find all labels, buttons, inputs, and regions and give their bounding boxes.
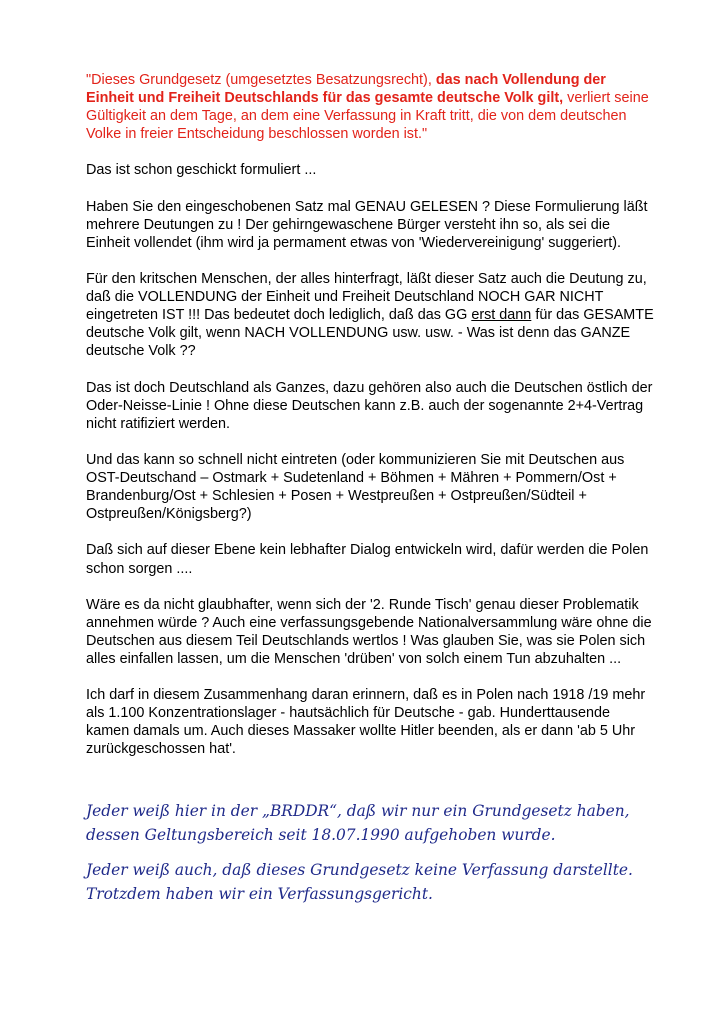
quote-part-2: verliert seine Gültigkeit an dem Tage, an dem eine Verfassung in Kraft tritt, die von dem deutschen Volke in freier Entscheidung beschlossen worden ist." [86,90,649,143]
paragraph-5: Und das kann so schnell nicht eintreten (oder kommunizieren Sie mit Deutschen aus OST-Deutschand – Ostmark + Sudetenland + Böhmen + Mähren + Pommern/Ost + Brandenburg/Ost + Schlesien + Posen + Westpreußen + Ostpreußen/Südteil + Ostpreußen/Königsberg?) [86,451,625,523]
paragraph-3-a: Für den kritschen Menschen, der alles hinterfragt, läßt dieser Satz auch die Deutung zu, daß die VOLLENDUNG der Einheit und Freiheit Deutschland NOCH GAR NICHT eingetreten IST !!! Das bedeutet doch lediglich, daß das GG [86,271,647,324]
paragraph-2: Haben Sie den eingeschobenen Satz mal GENAU GELESEN ? Diese Formulierung läßt mehrere Deutungen zu ! Der gehirngewaschene Bürger versteht ihn so, als sei die Einheit vollendet (ihm wird ja permament etwas von 'Wiedervereinigung' suggeriert). [86,198,648,251]
paragraph-6: Daß sich auf dieser Ebene kein lebhafter Dialog entwickeln wird, dafür werden die Polen schon sorgen .... [86,542,649,577]
document-page [86,71,656,917]
quote-bold: das nach Vollendung der Einheit und Freiheit Deutschlands für das gesamte deutsche Volk gilt, [86,72,606,107]
paragraph-8: Ich darf in diesem Zusammenhang daran erinnern, daß es in Polen nach 1918 /19 mehr als 1.100 Konzentrationslager - hautsächlich für Deutsche - gab. Hunderttausende kamen damals um. Auch dieses Massaker wollte Hitler beenden, als er dann 'ab 5 Uhr zurückgeschossen hat'. [86,687,646,758]
paragraph-4: Das ist doch Deutschland als Ganzes, dazu gehören also auch die Deutschen östlich der Oder-Neisse-Linie ! Ohne diese Deutschen kann z.B. auch der sogenannte 2+4-Vertrag nicht ratifiziert werden. [86,379,653,432]
paragraph-3 [86,270,656,360]
closing-statement-2: Jeder weiß auch, daß dieses Grundgesetz keine Verfassung darstellte. Trotzdem haben wir ein Verfassungsgericht. [86,860,633,903]
paragraph-3-b: für das GESAMTE deutsche Volk gilt, wenn NACH VOLLENDUNG usw. usw. - Was ist denn das GANZE deutsche Volk ?? [86,307,654,360]
paragraph-1: Das ist schon geschickt formuliert ... [86,162,317,179]
paragraph-7: Wäre es da nicht glaubhafter, wenn sich der '2. Runde Tisch' genau dieser Problematik annehmen würde ? Auch eine verfassungsgebende Nationalversammlung wäre ohne die Deutschen aus diesem Teil Deutschlands wertlos ! Was glauben Sie, was sie Polen sich alles einfallen lassen, um die Menschen 'drüben' von solch einem Tun abzuhalten ... [86,596,652,667]
closing-statements [86,799,656,906]
paragraph-3-underlined: erst dann [471,307,532,324]
quote-part-1: "Dieses Grundgesetz (umgesetztes Besatzungsrecht), [86,72,436,88]
grundgesetz-quote [86,71,656,143]
closing-statement-1: Jeder weiß hier in der „BRDDR“, daß wir nur ein Grundgesetz haben, dessen Geltungsbereich seit 18.07.1990 aufgehoben wurde. [86,801,630,844]
